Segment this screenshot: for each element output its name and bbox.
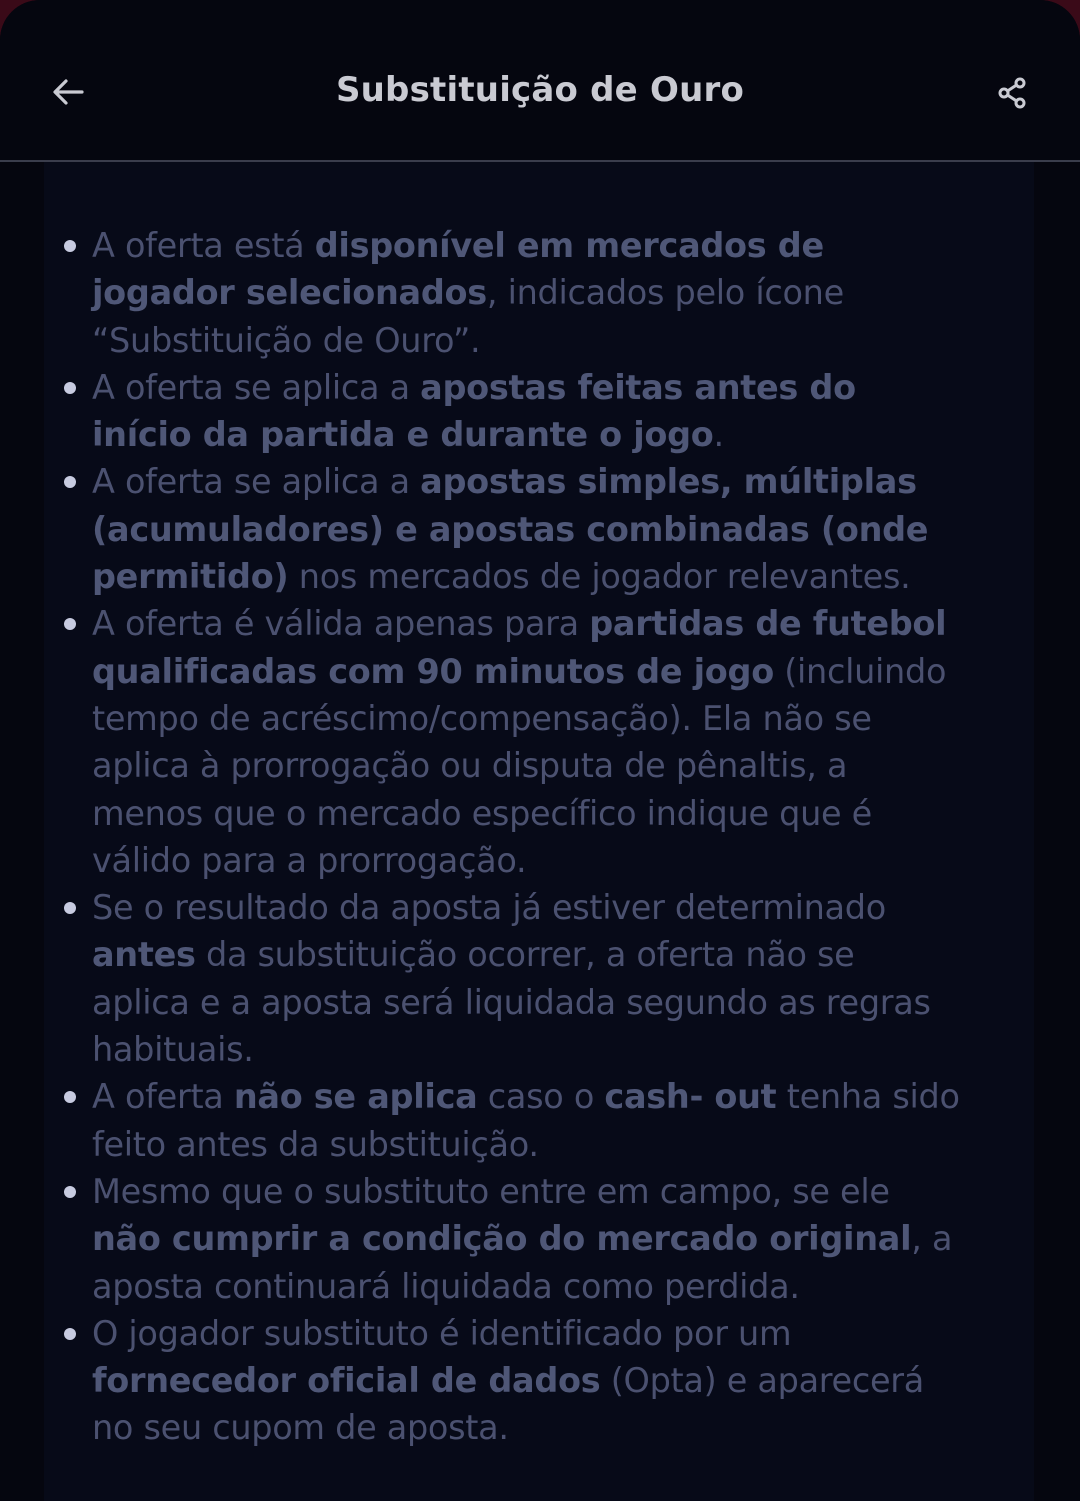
share-icon [996,76,1030,110]
text: A oferta é válida apenas para [92,604,590,644]
bold-text: apostas simples, múltiplas (acumuladores) e apostas combinadas (onde permitido) [92,462,929,597]
app-header [0,0,1080,162]
page-title: Substituição de Ouro [335,70,745,110]
bold-text: apostas feitas antes do início da partida e durante o jogo [92,367,856,455]
bold-text: não cumprir a condição do mercado original [92,1219,912,1259]
terms-list-item [92,1310,962,1452]
text: A oferta [92,1077,234,1117]
terms-list-item [92,884,962,1073]
terms-list-item [92,458,962,600]
bold-text: antes [92,935,196,975]
text: A oferta se aplica a [92,367,421,407]
bold-text: não se aplica [233,1077,478,1117]
text: da substituição ocorrer, a oferta não se aplica e a aposta será liquidada segundo as regras habituais. [92,935,931,1070]
text: (Opta) e aparecerá no seu cupom de aposta. [92,1361,924,1448]
text: A oferta está [92,226,315,265]
bold-text: disponível em mercados de jogador selecionados [92,226,824,313]
text: , a aposta continuará liquidada como perdida. [92,1219,953,1306]
text: O jogador substituto é identificado por um [92,1313,792,1353]
bold-text: partidas de futebol qualificadas com 90 minutos de jogo [92,604,947,691]
text: caso o [477,1077,605,1117]
text: , indicados pelo ícone “Substituição de Ouro”. [92,273,844,360]
text: A oferta se aplica a [92,462,421,502]
text: (incluindo tempo de acréscimo/compensação). Ela não se aplica à prorrogação ou disputa de pênaltis, a menos que o mercado específico indique que é válido para a prorrogação. [92,651,947,880]
text: nos mercados de jogador relevantes. [288,557,911,597]
text: tenha sido feito antes da substituição. [92,1077,960,1164]
share-button[interactable] [996,76,1030,110]
terms-list-item [92,600,962,884]
text: . [713,415,724,455]
text: Mesmo que o substituto entre em campo, se ele [92,1171,890,1211]
terms-list [92,222,962,1452]
terms-list-item [92,1073,962,1168]
terms-list-item [92,222,962,364]
terms-list-item [92,1168,962,1310]
bold-text: fornecedor oficial de dados [92,1361,601,1401]
text: Se o resultado da aposta já estiver determinado [92,888,886,928]
bold-text: cash- out [604,1077,777,1117]
terms-list-item [92,364,962,459]
